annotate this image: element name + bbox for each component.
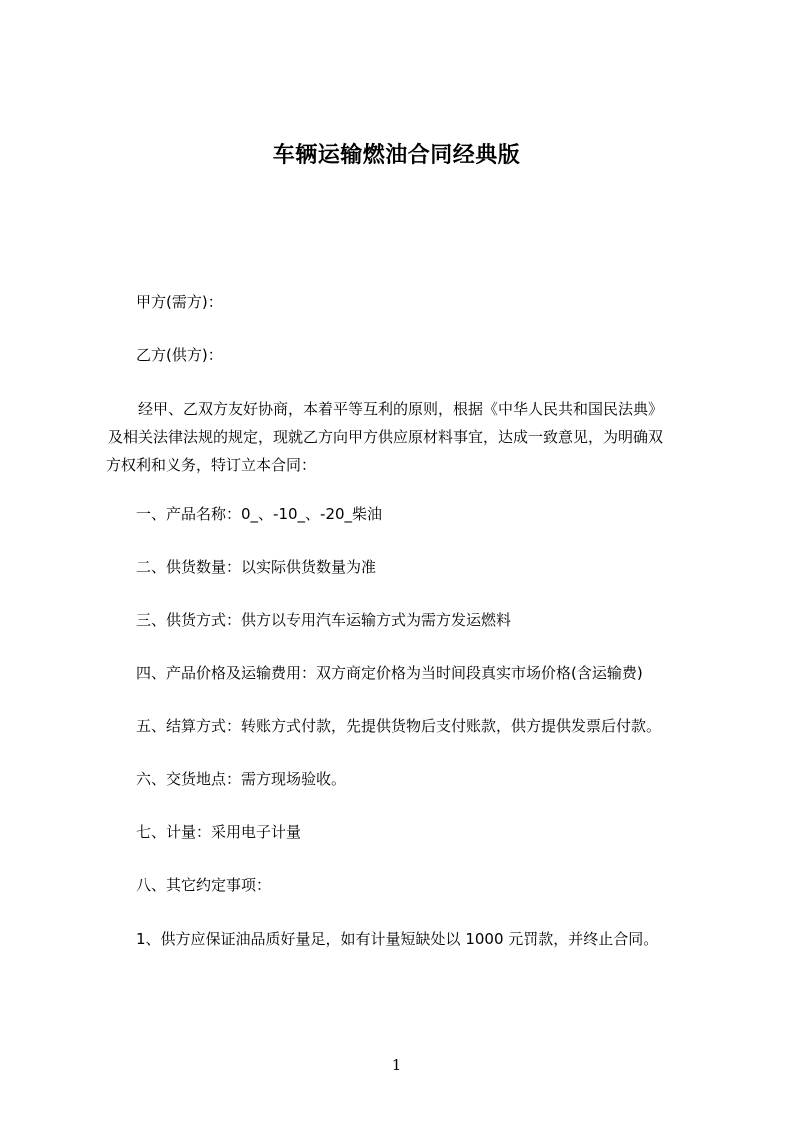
party-b-line: 乙方(供方)： — [136, 346, 223, 364]
intro-line-2: 及相关法律法规的规定，现就乙方向甲方供应原材料事宜，达成一致意见，为明确双 — [108, 428, 664, 446]
clause-quantity: 二、供货数量：以实际供货数量为准 — [136, 558, 377, 576]
clause-delivery-location: 六、交货地点：需方现场验收。 — [136, 770, 347, 788]
clause-price: 四、产品价格及运输费用：双方商定价格为当时间段真实市场价格(含运输费) — [136, 664, 643, 682]
intro-line-1: 经甲、乙双方友好协商，本着平等互利的原则，根据《中华人民共和国民法典》 — [138, 400, 664, 418]
clause-settlement: 五、结算方式：转账方式付款，先提供货物后支付账款，供方提供发票后付款。 — [136, 717, 662, 735]
party-a-line: 甲方(需方)： — [136, 293, 223, 311]
document-title: 车辆运输燃油合同经典版 — [272, 143, 521, 168]
intro-line-3: 方权利和义务，特订立本合同： — [106, 456, 317, 474]
clause-other-terms: 八、其它约定事项： — [136, 876, 272, 894]
clause-other-term-1: 1、供方应保证油品质好量足，如有计量短缺处以 1000 元罚款，并终止合同。 — [136, 930, 659, 948]
page-number: 1 — [391, 1056, 402, 1074]
clause-metering: 七、计量：采用电子计量 — [136, 823, 302, 841]
clause-delivery-method: 三、供货方式：供方以专用汽车运输方式为需方发运燃料 — [136, 611, 512, 629]
clause-product-name: 一、产品名称：0_、-10_、-20_柴油 — [136, 505, 383, 523]
